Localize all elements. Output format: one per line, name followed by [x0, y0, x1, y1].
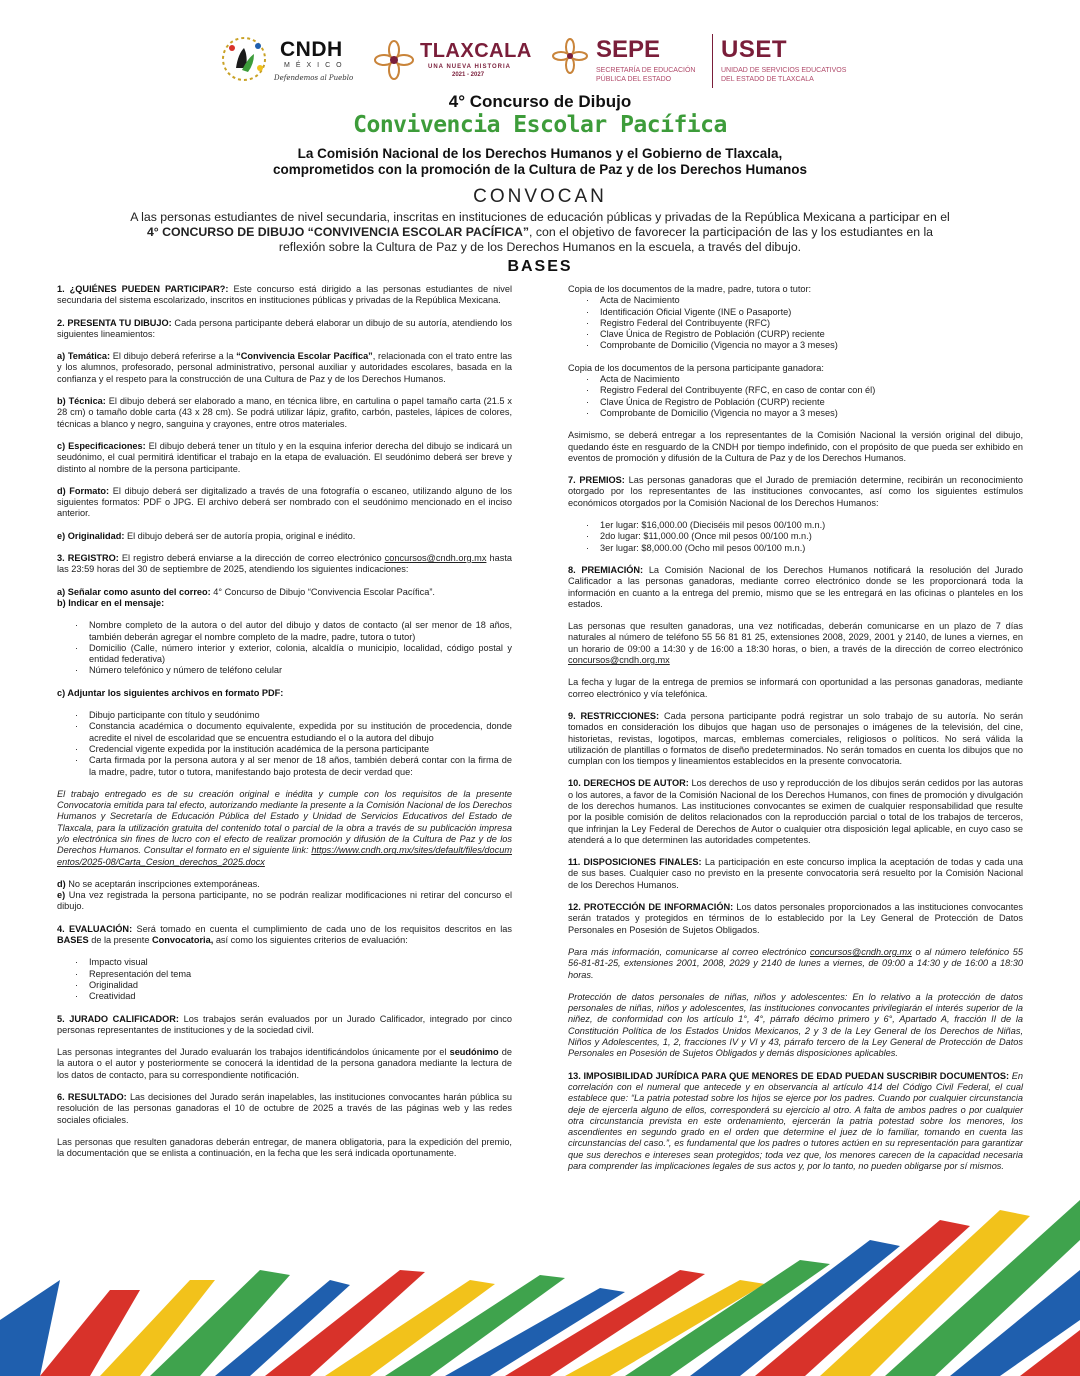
- list-item: · Dibujo participante con título y seudónimo: [57, 710, 512, 721]
- section-5b-text-1: Las personas integrantes del Jurado evaluarán los trabajos identificándolos únicamente por el: [57, 1047, 450, 1058]
- item-formato-text: El dibujo deberá ser digitalizado a través de una fotografía o escaneo, utilizando alguno de los siguientes formatos: PDF o JPG. El archivo deberá ser nombrado con el seudónimo mencionado en el inciso anterior.: [57, 485, 512, 519]
- list-item: · Originalidad: [57, 980, 512, 991]
- registro-e-label: e): [57, 890, 66, 901]
- bases-heading: BASES: [507, 258, 573, 275]
- docs-winner-list: [568, 374, 1023, 419]
- list-item: · Domicilio (Calle, número interior y exterior, colonia, alcaldía o municipio, localidad, código postal y entidad federativa): [57, 643, 512, 666]
- list-item: · Constancia académica o documento equivalente, expedida por su institución de procedencia, donde acredite el nivel de escolaridad que se encuentra estudiando el o la autora del dibujo: [57, 721, 512, 744]
- section-8b-text: Las personas que resulten ganadoras, una vez notificadas, deberán comunicarse en un plazo de 7 días naturales al número de teléfono 55 56 81 81 25, extensiones 2008, 2029, 2001 y 2140, de lunes a viernes, en un horario de 09:00 a 14:30 y de 16:00 a 18:30 horas, o bien, a través de la dirección de correo electrónico: [568, 621, 1023, 654]
- sepe-subtitle-line1: SECRETARÍA DE EDUCACIÓN: [596, 67, 696, 74]
- section-1: [57, 284, 512, 307]
- cndh-emblem-icon: [218, 34, 270, 84]
- list-item: · Comprobante de Domicilio (Vigencia no mayor a 3 meses): [568, 340, 1023, 351]
- lead-text: [140, 146, 940, 178]
- section-6-paragraph-2: Las personas que resulten ganadoras deberán entregar, de manera obligatoria, para la expedición del premio, la documentación que se enlista a continuación, en la fecha que les será indicada oportunamente.: [57, 1136, 512, 1159]
- registro-modificaciones: [57, 890, 512, 913]
- cndh-logo: [218, 34, 358, 88]
- message-items-list: [57, 620, 512, 676]
- stripe-blue: [0, 1280, 60, 1376]
- registro-mensaje-label: b) Indicar en el mensaje:: [57, 597, 165, 608]
- section-2-text: Cada persona participante deberá elaborar un dibujo de su autoría, atendiendo los siguientes lineamientos:: [57, 317, 512, 339]
- cndh-country: MÉXICO: [284, 62, 348, 69]
- item-formato-heading: d) Formato:: [57, 485, 110, 496]
- section-5b-text-2: de la autora o el autor y posteriormente se conocerá la identidad de la persona ganadora mediante la lectura de los datos de contacto, para su correspondiente notificación.: [57, 1047, 512, 1080]
- list-item: · Identificación Oficial Vigente (INE o Pasaporte): [568, 307, 1023, 318]
- uset-name: USET: [721, 36, 788, 63]
- registro-mensaje-heading: [57, 598, 512, 609]
- section-9-text: Cada persona participante podrá registrar un solo trabajo de su autoría. No serán tomados en consideración los dibujos que hagan uso de personajes o imágenes de la televisión, del cine, historietas, revistas, logotipos, marcas, emblemas comerciales, religiosos o políticos. No será válida la utilización de plantillas o formatos de diseño predeterminados. No serán tomados en cuenta los dibujos que no cumplan con los tiempos y lineamientos establecidos en la presente convocatoria.: [568, 710, 1023, 767]
- registro-email-link[interactable]: concursos@cndh.org.mx: [384, 553, 487, 564]
- lead-line-1: La Comisión Nacional de los Derechos Humanos y el Gobierno de Tlaxcala,: [297, 146, 783, 161]
- section-6-heading: 6. RESULTADO:: [57, 1092, 127, 1103]
- item-tecnica: [57, 396, 512, 430]
- item-tecnica-heading: b) Técnica:: [57, 396, 106, 407]
- list-item: · Carta firmada por la persona autora y al ser menor de 18 años, también deberá contar con la firma de la madre, padre, tutor o tutora, manifestando bajo protesta de decir verdad que:: [57, 755, 512, 778]
- section-11-text: La participación en este concurso implica la aceptación de todas y cada una de sus bases. Cualquier caso no previsto en la presente convocatoria será resuelto por la Comisión Nacional de los Derechos Humanos.: [568, 857, 1023, 890]
- uset-logo: [712, 34, 872, 88]
- section-12: [568, 902, 1023, 936]
- tlaxcala-slogan: UNA NUEVA HISTORIA: [428, 64, 512, 70]
- registro-asunto-text: 4° Concurso de Dibujo “Convivencia Escolar Pacífica”.: [210, 586, 435, 597]
- tlaxcala-logo: [374, 34, 534, 88]
- section-7-text: Las personas ganadoras que el Jurado de premiación determine, recibirán un reconocimiento otorgado por los representantes de las instituciones convocantes, así como los siguientes estímulos económicos otorgados por la Comisión Nacional de los Derechos Humanos:: [568, 475, 1023, 508]
- section-8-paragraph-2: [568, 621, 1023, 666]
- section-5-text: Los trabajos serán evaluados por un Jurado Calificador, integrado por cinco personas representantes de instituciones y de la sociedad civil.: [57, 1013, 512, 1035]
- item-tematica-bold: “Convivencia Escolar Pacífica”: [236, 351, 373, 362]
- intro-text-bold: 4° CONCURSO DE DIBUJO “CONVIVENCIA ESCOLAR PACÍFICA”: [146, 225, 530, 239]
- section-12-heading: 12. PROTECCIÓN DE INFORMACIÓN:: [568, 902, 734, 913]
- list-item: · 1er lugar: $16,000.00 (Dieciséis mil pesos 00/100 m.n.): [568, 520, 1023, 531]
- section-9: [568, 711, 1023, 767]
- registro-asunto: [57, 587, 512, 598]
- uset-subtitle: [721, 66, 846, 84]
- item-originalidad-heading: e) Originalidad:: [57, 530, 125, 541]
- sepe-flower-icon: [552, 38, 588, 74]
- section-11: [568, 857, 1023, 891]
- list-item: · Credencial vigente expedida por la institución académica de la persona participante: [57, 744, 512, 755]
- section-12-text: Los datos personales proporcionados a las instituciones convocantes serán tratados y protegidos en términos de lo establecido por la Ley General de Protección de Datos Personales en Posesión de Sujetos Obligados.: [568, 902, 1024, 935]
- section-3: [57, 553, 512, 576]
- intro-paragraph: [130, 210, 950, 255]
- registro-d-text: No se aceptarán inscripciones extemporáneas.: [65, 878, 260, 889]
- docs-winner-heading: Copia de los documentos de la persona participante ganadora:: [568, 362, 824, 373]
- item-tematica-heading: a) Temática:: [57, 351, 111, 362]
- section-5-heading: 5. JURADO CALIFICADOR:: [57, 1013, 179, 1024]
- registro-asunto-heading: a) Señalar como asunto del correo:: [57, 586, 211, 597]
- item-especificaciones-heading: c) Especificaciones:: [57, 440, 146, 451]
- list-item: · Clave Única de Registro de Población (CURP) reciente: [568, 397, 1023, 408]
- section-4-bold-1: BASES: [57, 935, 89, 946]
- sepe-subtitle-line2: PÚBLICA DEL ESTADO: [596, 76, 672, 83]
- section-2-heading: 2. PRESENTA TU DIBUJO:: [57, 317, 172, 328]
- section-7: [568, 475, 1023, 509]
- sepe-subtitle: [596, 66, 695, 84]
- list-item: · 2do lugar: $11,000.00 (Once mil pesos 00/100 m.n.): [568, 531, 1023, 542]
- section-10-heading: 10. DERECHOS DE AUTOR:: [568, 778, 689, 789]
- left-column: [57, 284, 512, 1171]
- list-item: · Registro Federal del Contribuyente (RFC): [568, 318, 1023, 329]
- section-5b-bold: seudónimo: [449, 1047, 499, 1058]
- more-info-text-1: Para más información, comunicarse al correo electrónico: [568, 946, 811, 957]
- item-especificaciones-text: El dibujo deberá tener un título y en la esquina inferior derecha del dibujo se indicará un seudónimo, el cual permitirá identificar el trabajo en la etapa de evaluación. El seudónimo deberá ser breve y distinto al nombre de la persona participante.: [57, 440, 512, 474]
- list-item: · Impacto visual: [57, 957, 512, 968]
- section-1-text: Este concurso está dirigido a las personas estudiantes de nivel secundaria del sistema escolarizado, inscritos en instituciones públicas y privadas de la República Mexicana.: [57, 284, 512, 306]
- section-13-text: En correlación con el numeral que antecede y en observancia al artículo 414 del Código Civil Federal, el cual establece que: “La patria potestad sobre los hijos se ejerce por los padres. Cuando por cualquier circunstancia deje de ejercerla alguno de ellos, corresponderá su ejercicio al otro. A falta de ambos padres o por cualquier otra circunstancia prevista en este ordenamiento, ejercerán la patria potestad sobre los menores, los ascendientes en segundo grado en el orden que determine el juez de lo familiar, tomando en cuenta las circunstancias del caso.”, es fundamental que los padres o tutores actúen en su representación para garantizar que sus derechos e intereses sean protegidos; toda vez que, los menores carecen de la capacidad necesaria para comprender las implicaciones legales de sus actos y, por lo tanto, no pueden obligarse por sí mismos.: [568, 1070, 1023, 1171]
- evaluation-criteria-list: [57, 957, 512, 1002]
- child-data-protection-paragraph: Protección de datos personales de niñas, niños y adolescentes: En lo relativo a la protección de datos personales de niñas, niños y adolescentes, las instituciones convocantes privilegiarán el interés superior de la niñez, de conformidad con los artículo 1°, 4°, párrafo décimo primero y 6°, Apartado A, fracción II de la Constitución Política de los Estados Unidos Mexicanos, 2 y 3 de la Ley General de los Derechos de Niñas, Niños y Adolescentes, 1, 2, fracciones IV y VI y 43, párrafo tercero de la Ley General de Protección de Datos Personales en Posesión de Sujetos Obligados y demás disposiciones aplicables.: [568, 991, 1023, 1059]
- list-item: · Registro Federal del Contribuyente (RFC, en caso de contar con él): [568, 385, 1023, 396]
- list-item: · Número telefónico y número de teléfono celular: [57, 665, 512, 676]
- section-8-paragraph-3: La fecha y lugar de la entrega de premios se informará con oportunidad a las personas ganadoras, mediante correo electrónico y vía telefónica.: [568, 677, 1023, 699]
- item-tematica-text-2: , relacionada con el trato entre las y los alumnos, profesorado, personal administrativo, personal auxiliar y autoridades escolares, basada en la confianza y el respeto para la construcción de una Cultura de Paz y de los Derechos Humanos.: [57, 351, 513, 384]
- registro-pdf-heading: [57, 688, 512, 699]
- section-11-heading: 11. DISPOSICIONES FINALES:: [568, 857, 702, 868]
- section-8-heading: 8. PREMIACIÓN:: [568, 564, 644, 575]
- section-13-heading: 13. IMPOSIBILIDAD JURÍDICA PARA QUE MENORES DE EDAD PUEDAN SUSCRIBIR DOCUMENTOS:: [568, 1070, 1010, 1081]
- list-item: · Comprobante de Domicilio (Vigencia no mayor a 3 meses): [568, 408, 1023, 419]
- list-item: · Acta de Nacimiento: [568, 295, 1023, 306]
- tlaxcala-flower-icon: [374, 40, 414, 80]
- section-4-text-3: así como los siguientes criterios de evaluación:: [213, 935, 408, 946]
- section-6: [57, 1092, 512, 1126]
- carta-cesion-text: El trabajo entregado es de su creación original e inédita y cumple con los requisitos de la presente Convocatoria emitida para tal efecto, autorizando mediante la presente a la Comisión Nacional de los Derechos Humanos y Secretaría de Educación Pública del Estado y Unidad de Servicios Educativos del Estado de Tlaxcala, para la utilización gratuita del contenido total o parcial de la obra a través de su publicación impresa y/o electrónica sin fines de lucro con el efecto de realizar promoción y difusión de la Cultura de Paz y de los Derechos Humanos. Consultar el formato en el siguiente link:: [57, 788, 512, 856]
- section-10: [568, 778, 1023, 846]
- section-6-text: Las decisiones del Jurado serán inapelables, las instituciones convocantes harán pública su resolución de las personas ganadoras el 10 de octubre de 2025 a través de las páginas web y las redes sociales oficiales.: [57, 1092, 512, 1125]
- original-drawing-paragraph: Asimismo, se deberá entregar a los representantes de la Comisión Nacional la versión original del dibujo, quedando éste en resguardo de la CNDH por tiempo indefinido, con el propósito de que pueda ser exhibido en eventos de promoción y difusión de la Cultura de Paz y de los Derechos Humanos.: [568, 430, 1023, 463]
- registro-pdf-label: c) Adjuntar los siguientes archivos en formato PDF:: [57, 687, 284, 698]
- contest-title: 4° Concurso de Dibujo: [448, 92, 632, 111]
- section-4-text-1: Será tomado en cuenta el cumplimiento de cada uno de los requisitos descritos en las: [132, 923, 512, 934]
- decorative-stripes: [0, 1180, 1080, 1376]
- tlaxcala-name: TLAXCALA: [420, 40, 532, 62]
- list-item: · Nombre completo de la autora o del autor del dibujo y datos de contacto (al ser menor de 18 años, también deberán agregar el nombre completo de la madre, padre, tutora o tutor): [57, 620, 512, 643]
- sepe-logo: [552, 34, 712, 88]
- prizes-list: [568, 520, 1023, 554]
- pdf-items-list: [57, 710, 512, 778]
- docs-parent-list: [568, 295, 1023, 351]
- section-9-heading: 9. RESTRICCIONES:: [568, 710, 660, 721]
- intro-text-a: A las personas estudiantes de nivel secundaria, inscritas en instituciones de educación públicas y privadas de la República Mexicana a participar en el: [130, 210, 950, 224]
- item-originalidad: [57, 531, 512, 542]
- more-info-paragraph: [568, 947, 1023, 981]
- uset-subtitle-line2: DEL ESTADO DE TLAXCALA: [721, 76, 814, 83]
- section-4-bold-2: Convocatoria,: [152, 935, 214, 946]
- convocan-heading: CONVOCAN: [473, 186, 607, 207]
- list-item: · Clave Única de Registro de Población (CURP) reciente: [568, 329, 1023, 340]
- tlaxcala-years: 2021 - 2027: [452, 72, 485, 78]
- item-formato: [57, 486, 512, 520]
- item-especificaciones: [57, 441, 512, 475]
- premiacion-email-link[interactable]: concursos@cndh.org.mx: [568, 655, 670, 666]
- lead-line-2: comprometidos con la promoción de la Cultura de Paz y de los Derechos Humanos: [272, 162, 808, 177]
- section-10-text: Los derechos de uso y reproducción de los dibujos serán cedidos por las autoras o los autores, a favor de la Comisión Nacional de los Derechos Humanos, con fines de promoción y divulgación de los derechos humanos. Las instituciones convocantes se eximen de cualquier responsabilidad que resulte por la posible comisión de delitos relacionados con la reproducción parcial o total de los trabajos de terceros, que infrinjan la Ley Federal de Derechos de Autor o cualquier otra disposición legal aplicable, en cuyo caso se atenderá a lo que determinen las autoridades competentes.: [568, 778, 1023, 845]
- carta-cesion-block: [57, 789, 512, 868]
- item-tecnica-text: El dibujo deberá ser elaborado a mano, en técnica libre, en cartulina o papel tamaño carta (21.5 x 28 cm) o tamaño doble carta (43 x 28 cm). Se podrá utilizar lápiz, grafito, carbón, pasteles, lápices de colores, técnicas a blanco y negro, sanguina y crayones, entre otros materiales.: [57, 396, 513, 429]
- section-3-text-1: El registro deberá enviarse a la dirección de correo electrónico: [118, 553, 385, 564]
- section-13: [568, 1071, 1023, 1173]
- section-5: [57, 1014, 512, 1037]
- more-info-text-2: o al número telefónico 55 56-81-81-25, extensiones 2001, 2008, 2029 y 2140 de lunes a viernes, de 09:00 a 14:30 y de 16:00 a 18:30 horas.: [568, 946, 1023, 980]
- section-4-heading: 4. EVALUACIÓN:: [57, 923, 133, 934]
- registro-d-label: d): [57, 878, 66, 889]
- docs-parent-heading: Copia de los documentos de la madre, padre, tutora o tutor:: [568, 284, 812, 294]
- section-2: [57, 318, 512, 341]
- section-7-heading: 7. PREMIOS:: [568, 475, 625, 486]
- info-email-link[interactable]: concursos@cndh.org.mx: [810, 946, 912, 957]
- contest-subtitle: Convivencia Escolar Pacífica: [353, 112, 727, 138]
- section-4: [57, 924, 512, 947]
- registro-extemporaneas: [57, 879, 512, 890]
- cndh-motto: Defendemos al Pueblo: [274, 74, 354, 82]
- item-tematica: [57, 351, 512, 385]
- item-originalidad-text: El dibujo deberá ser de autoría propia, original e inédito.: [124, 530, 356, 541]
- carta-cesion-link[interactable]: https://www.cndh.org.mx/sites/default/files/documentos/2025-08/Carta_Cesion_derechos_2025.docx: [57, 845, 512, 867]
- section-8: [568, 565, 1023, 610]
- section-8-text: La Comisión Nacional de los Derechos Humanos notificará la resolución del Jurado Calificador a las personas ganadoras, mediante correo electrónico donde se les proporcionará toda la información en cuanto a la entrega del premio, mismo que se les entregará en las oficinas o planteles en los estados.: [568, 564, 1023, 609]
- item-tematica-text-1: El dibujo deberá referirse a la: [110, 351, 237, 362]
- stripe-group: [0, 1200, 1080, 1376]
- list-item: · Acta de Nacimiento: [568, 374, 1023, 385]
- section-1-heading: 1. ¿QUIÉNES PUEDEN PARTICIPAR?:: [57, 284, 229, 294]
- section-3-heading: 3. REGISTRO:: [57, 553, 119, 564]
- sepe-name: SEPE: [596, 36, 661, 63]
- logo-bar: [0, 34, 1080, 88]
- cndh-name: CNDH: [280, 38, 343, 61]
- list-item: · Representación del tema: [57, 969, 512, 980]
- uset-subtitle-line1: UNIDAD DE SERVICIOS EDUCATIVOS: [721, 67, 847, 74]
- section-3-text-2: hasta las 23:59 horas del 30 de septiembre de 2025, atendiendo los siguientes indicaciones:: [57, 553, 513, 575]
- list-item: · Creatividad: [57, 991, 512, 1002]
- right-column: [568, 284, 1023, 1183]
- registro-e-text: Una vez registrada la persona participante, no se podrán realizar modificaciones ni retirar del concurso el dibujo.: [57, 890, 512, 912]
- section-5-paragraph-2: [57, 1047, 512, 1081]
- section-4-text-2: de la presente: [88, 935, 152, 946]
- list-item: · 3er lugar: $8,000.00 (Ocho mil pesos 00/100 m.n.): [568, 543, 1023, 554]
- intro-text-c: , con el objetivo de favorecer la participación de las y los estudiantes en la reflexión sobre la Cultura de Paz y de los Derechos Humanos en la escuela, a través del dibujo.: [278, 225, 934, 254]
